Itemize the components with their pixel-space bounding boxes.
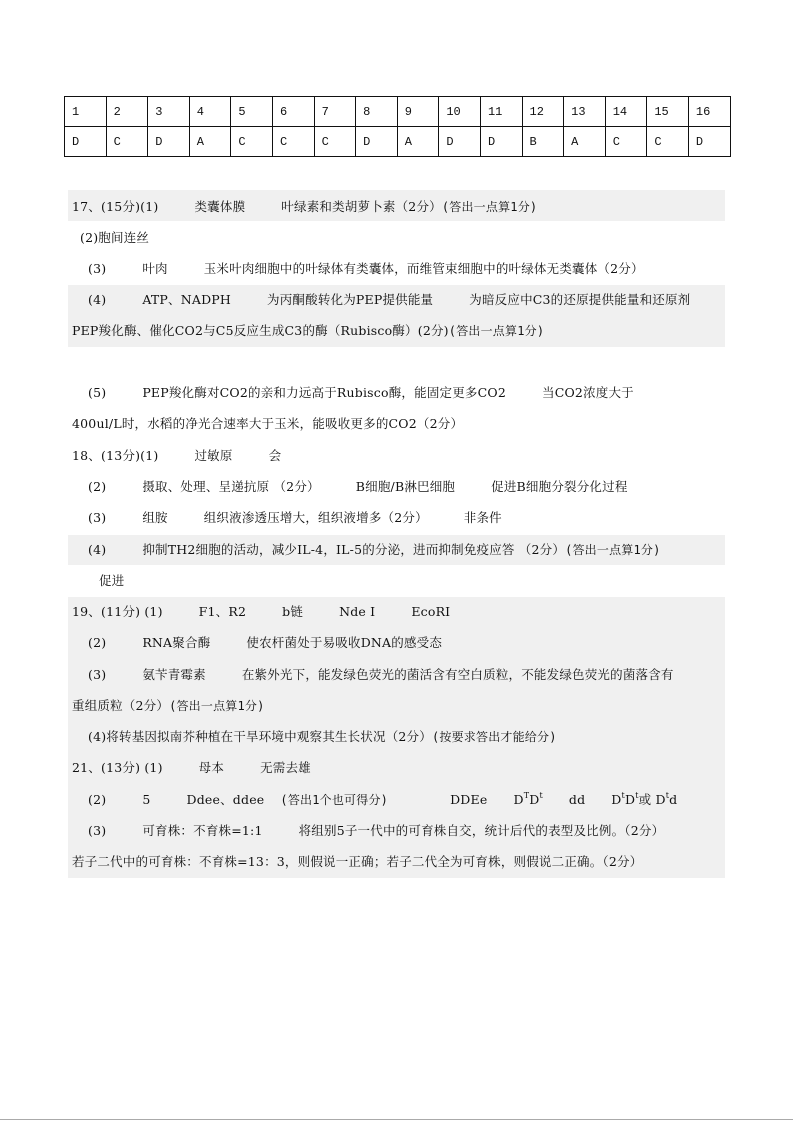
- q17-line-4: (4) ATP、NADPH 为丙酮酸转化为PEP提供能量 为暗反应中C3的还原提供能量和还原剂: [88, 292, 691, 307]
- q17-line-2: (2)胞间连丝: [80, 230, 150, 245]
- q17-line-7: 400ul/L时，水稻的净光合速率大于玉米，能吸收更多的CO2（2分）: [72, 416, 464, 431]
- answer-letter-cell: D: [688, 127, 730, 157]
- answer-letter-cell: D: [148, 127, 190, 157]
- question-number-row: [65, 97, 731, 127]
- question-number-cell: 13: [564, 97, 606, 127]
- question-number-cell: 12: [522, 97, 564, 127]
- q19-line-1: 19、(11分) (1) F1、R2 b链 Nde I EcoRⅠ: [72, 604, 451, 619]
- answer-letter-cell: C: [647, 127, 689, 157]
- answer-letter-cell: C: [231, 127, 273, 157]
- q18-line-5: 促进: [99, 573, 125, 588]
- question-number-cell: 7: [314, 97, 356, 127]
- question-number-cell: 10: [439, 97, 481, 127]
- answer-letter-cell: C: [314, 127, 356, 157]
- bottom-rule: [0, 1119, 793, 1120]
- question-number-cell: 1: [65, 97, 107, 127]
- question-number-cell: 8: [356, 97, 398, 127]
- q19-line-4: 重组质粒（2分）(答出一点算1分): [72, 698, 265, 713]
- question-number-cell: 11: [480, 97, 522, 127]
- q17-line-1: 17、(15分)(1) 类囊体膜 叶绿素和类胡萝卜素（2分）(答出一点算1分): [72, 199, 538, 214]
- question-number-cell: 6: [272, 97, 314, 127]
- answer-letter-cell: C: [106, 127, 148, 157]
- q19-line-3: (3) 氨苄青霉素 在紫外光下，能发绿色荧光的菌活含有空白质粒，不能发绿色荧光的菌落含有: [88, 667, 674, 682]
- answer-letter-cell: C: [272, 127, 314, 157]
- q18-line-1: 18、(13分)(1) 过敏原 会: [72, 448, 282, 463]
- answer-letter-cell: A: [564, 127, 606, 157]
- q19-line-2: (2) RNA聚合酶 使农杆菌处于易吸收DNA的感受态: [88, 635, 443, 650]
- answer-letter-cell: D: [356, 127, 398, 157]
- question-number-cell: 16: [688, 97, 730, 127]
- q19-line-5: (4)将转基因拟南芥种植在干旱环境中观察其生长状况（2分）(按要求答出才能给分): [88, 729, 557, 744]
- question-number-cell: 9: [397, 97, 439, 127]
- genotype-DtDt-or-Dtd: $D^tD^t$或 $D^td$: [611, 791, 678, 807]
- q18-line-2: (2) 摄取、处理、呈递抗原 （2分） B细胞/B淋巴细胞 促进B细胞分裂分化过程: [88, 479, 628, 494]
- answer-letter-cell: B: [522, 127, 564, 157]
- question-number-cell: 4: [189, 97, 231, 127]
- genotype-DTDt: $D^TD^t$: [513, 791, 543, 807]
- q21-line-1: 21、(13分) (1) 母本 无需去雄: [72, 760, 311, 775]
- question-number-cell: 2: [106, 97, 148, 127]
- answer-letter-cell: D: [480, 127, 522, 157]
- q18-line-4: (4) 抑制TH2细胞的活动，减少IL-4，IL-5的分泌，进而抑制免疫应答 （2分）(答出一点算1分): [88, 542, 661, 557]
- scoring-note: (答出一点算1分): [565, 543, 661, 557]
- q21-line-3: (3) 可育株：不育株=1:1 将组别5子一代中的可育株自交，统计后代的表型及比例。（2分）: [88, 823, 665, 838]
- scoring-note: (答出1个也可得分): [280, 793, 389, 807]
- q21-line-4: 若子二代中的可育株：不育株=13：3，则假说一正确；若子二代全为可育株，则假说二正确。（2分）: [72, 854, 643, 869]
- q21-line-2: (2) 5 Ddee、ddee (答出1个也可得分) DDEe $D^TD^t$ dd $D^tD^t$或 $D^td$: [88, 791, 678, 807]
- q17-line-3: (3) 叶肉 玉米叶肉细胞中的叶绿体有类囊体，而维管束细胞中的叶绿体无类囊体（2分）: [88, 261, 644, 276]
- answer-letter-cell: C: [605, 127, 647, 157]
- q17-line-5: PEP羧化酶、催化CO2与C5反应生成C3的酶（Rubisco酶）(2分)(答出一点算1分): [72, 323, 545, 338]
- scoring-note: (答出一点算1分): [448, 324, 545, 338]
- answer-letter-cell: A: [397, 127, 439, 157]
- question-number-cell: 15: [647, 97, 689, 127]
- answer-letter-cell: D: [65, 127, 107, 157]
- answer-letter-row: [65, 127, 731, 157]
- answer-letter-cell: D: [439, 127, 481, 157]
- question-number-cell: 14: [605, 97, 647, 127]
- q17-line-6: (5) PEP羧化酶对CO2的亲和力远高于Rubisco酶，能固定更多CO2 当CO2浓度大于: [88, 385, 634, 400]
- answer-letter-cell: A: [189, 127, 231, 157]
- answer-table: [64, 96, 731, 157]
- scoring-note: (答出一点算1分): [169, 699, 265, 713]
- question-number-cell: 5: [231, 97, 273, 127]
- q18-line-3: (3) 组胺 组织液渗透压增大，组织液增多（2分） 非条件: [88, 510, 502, 525]
- scoring-note: (按要求答出才能给分): [431, 730, 557, 744]
- question-number-cell: 3: [148, 97, 190, 127]
- scoring-note: (答出一点算1分): [441, 200, 538, 214]
